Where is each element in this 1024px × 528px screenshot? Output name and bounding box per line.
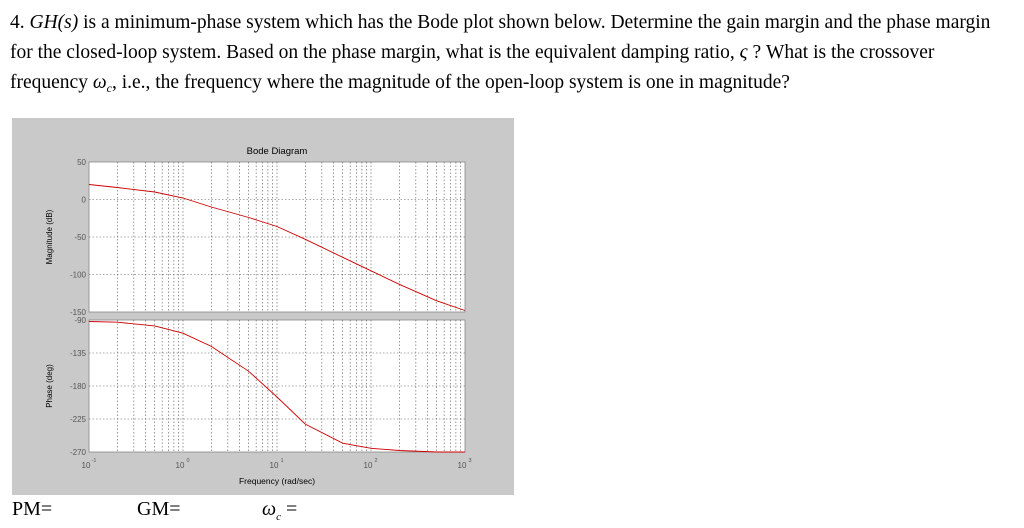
magnitude-ytick-label: -150 bbox=[69, 308, 86, 317]
magnitude-ytick-label: 50 bbox=[77, 158, 86, 167]
pm-label: PM= bbox=[12, 498, 53, 520]
xtick-exponent: 2 bbox=[374, 458, 378, 464]
phase-ytick-label: -90 bbox=[74, 316, 86, 325]
wc-omega: ω bbox=[262, 498, 277, 520]
xtick-exponent: -1 bbox=[91, 458, 97, 464]
bode-figure bbox=[12, 118, 514, 495]
xtick-exponent: 3 bbox=[468, 458, 472, 464]
problem-text-1: is a minimum-phase system which has the Bode plot shown below. Determine the gain margin and the phase margin for the closed-loop system. Based on the phase margin, what is the equivalent damping ratio, bbox=[10, 12, 991, 63]
xtick-label: 10 bbox=[269, 461, 279, 470]
xtick-exponent: 1 bbox=[280, 458, 284, 464]
s-argument: (s) bbox=[57, 12, 79, 33]
magnitude-ylabel: Magnitude (dB) bbox=[45, 209, 54, 265]
gh-symbol: GH bbox=[29, 12, 58, 33]
wc-equals: = bbox=[286, 498, 298, 520]
wc-subscript: c bbox=[276, 511, 282, 523]
xtick-exponent: 0 bbox=[186, 458, 190, 464]
magnitude-ytick-label: 0 bbox=[81, 195, 86, 205]
magnitude-ytick-label: -50 bbox=[74, 233, 86, 242]
answer-row bbox=[0, 494, 1024, 524]
bode-plot bbox=[12, 118, 514, 495]
problem-statement bbox=[10, 8, 1014, 103]
crossover-label bbox=[262, 498, 297, 523]
problem-text-3: , i.e., the frequency where the magnitude of the open-loop system is one in magnitude? bbox=[111, 72, 790, 93]
phase-ytick-label: -135 bbox=[69, 349, 86, 358]
magnitude-ytick-label: -100 bbox=[69, 270, 86, 280]
problem-text-2: ? What is the crossover frequency bbox=[10, 42, 935, 93]
omega-symbol: ω bbox=[92, 72, 107, 93]
problem-number: 4. bbox=[10, 12, 25, 33]
chart-title: Bode Diagram bbox=[246, 146, 308, 157]
xtick-label: 10 bbox=[175, 461, 185, 470]
xtick-label: 10 bbox=[81, 461, 91, 470]
gm-label: GM= bbox=[137, 498, 181, 520]
phase-ytick-label: -180 bbox=[69, 382, 86, 391]
xlabel: Frequency (rad/sec) bbox=[238, 476, 316, 486]
phase-ytick-label: -270 bbox=[69, 448, 86, 457]
omega-subscript: c bbox=[106, 81, 112, 95]
phase-ytick-label: -225 bbox=[69, 415, 86, 424]
xtick-label: 10 bbox=[457, 461, 467, 470]
phase-ylabel: Phase (deg) bbox=[45, 364, 54, 408]
xtick-label: 10 bbox=[363, 461, 373, 470]
zeta-symbol: ς bbox=[739, 42, 748, 63]
